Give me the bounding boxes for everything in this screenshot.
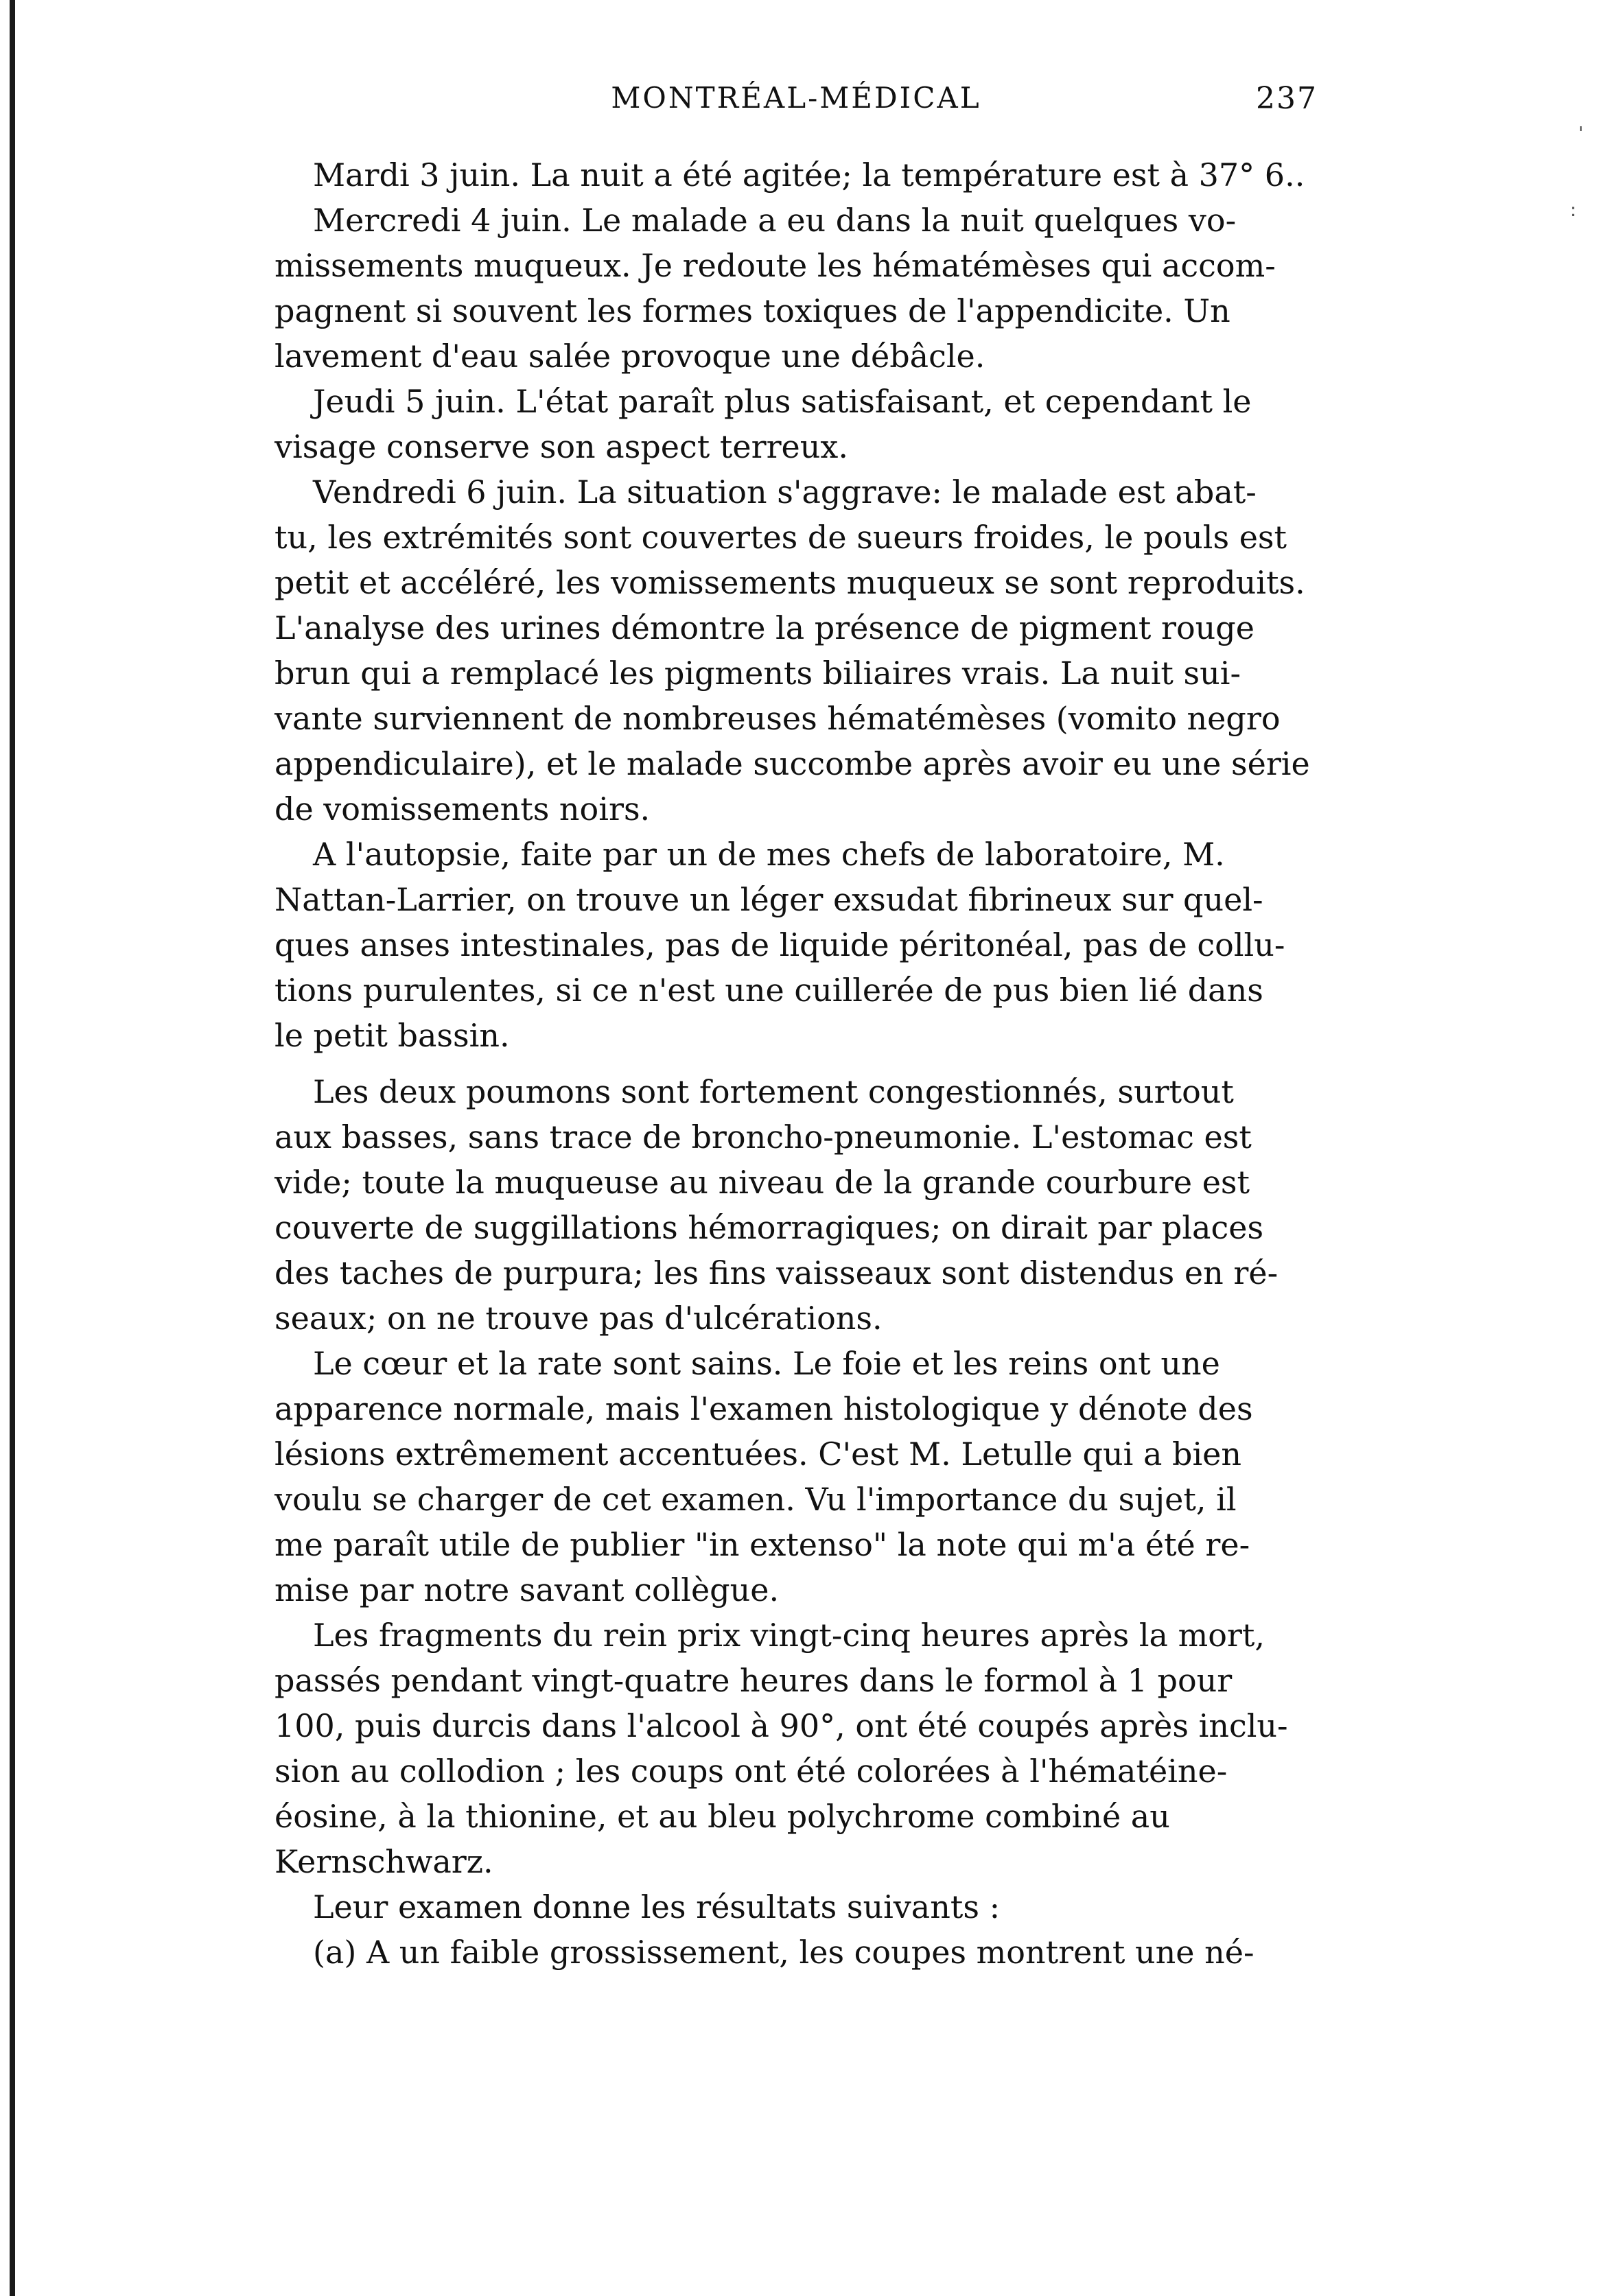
body-text — [275, 152, 1318, 1975]
page-number: 237 — [1256, 81, 1318, 116]
text-line: appendiculaire), et le malade succombe après avoir eu une série — [275, 745, 1310, 782]
text-line: visage conserve son aspect terreux. — [275, 428, 848, 465]
text-line: vante surviennent de nombreuses hématémèses (vomito negro — [275, 700, 1281, 737]
text-line: Jeudi 5 juin. L'état paraît plus satisfaisant, et cependant le — [313, 383, 1252, 420]
margin-mark: : — [1570, 200, 1576, 221]
text-line: Leur examen donne les résultats suivants : — [313, 1888, 1001, 1925]
text-line: des taches de purpura; les fins vaisseaux sont distendus en ré- — [275, 1254, 1279, 1291]
text-line: Kernschwarz. — [275, 1843, 493, 1880]
text-line: mise par notre savant collègue. — [275, 1571, 780, 1608]
text-line: Les fragments du rein prix vingt-cinq heures après la mort, — [313, 1617, 1265, 1654]
text-line: le petit bassin. — [275, 1017, 510, 1054]
text-line: lésions extrêmement accentuées. C'est M. Letulle qui a bien — [275, 1436, 1242, 1473]
page-binding-edge — [10, 0, 15, 2296]
text-line: ques anses intestinales, pas de liquide péritonéal, pas de collu- — [275, 926, 1285, 963]
text-line: Le cœur et la rate sont sains. Le foie et les reins ont une — [313, 1345, 1220, 1382]
text-line: A l'autopsie, faite par un de mes chefs de laboratoire, M. — [313, 836, 1225, 873]
text-line: vide; toute la muqueuse au niveau de la grande courbure est — [275, 1164, 1250, 1201]
text-line: Les deux poumons sont fortement congestionnés, surtout — [313, 1073, 1234, 1110]
text-line: pagnent si souvent les formes toxiques de l'appendicite. Un — [275, 292, 1230, 329]
text-line: tu, les extrémités sont couvertes de sueurs froides, le pouls est — [275, 519, 1287, 556]
text-line: brun qui a remplacé les pigments biliaires vrais. La nuit sui- — [275, 655, 1241, 692]
running-head: MONTRÉAL-MÉDICAL — [611, 81, 981, 115]
text-line: lavement d'eau salée provoque une débâcle. — [275, 338, 985, 375]
text-line: Mercredi 4 juin. Le malade a eu dans la nuit quelques vo- — [313, 202, 1237, 239]
text-line: sion au collodion ; les coups ont été colorées à l'hématéine- — [275, 1753, 1228, 1790]
text-line: passés pendant vingt-quatre heures dans le formol à 1 pour — [275, 1662, 1233, 1699]
text-line: couverte de suggillations hémorragiques; on dirait par places — [275, 1209, 1264, 1246]
text-line: apparence normale, mais l'examen histologique y dénote des — [275, 1390, 1253, 1427]
text-line: éosine, à la thionine, et au bleu polychrome combiné au — [275, 1798, 1170, 1835]
text-line: seaux; on ne trouve pas d'ulcérations. — [275, 1300, 883, 1337]
text-line: voulu se charger de cet examen. Vu l'importance du sujet, il — [275, 1481, 1237, 1518]
text-line: L'analyse des urines démontre la présence de pigment rouge — [275, 609, 1254, 646]
text-line: Vendredi 6 juin. La situation s'aggrave: le malade est abat- — [313, 473, 1257, 511]
text-line: Nattan-Larrier, on trouve un léger exsudat fibrineux sur quel- — [275, 881, 1263, 918]
margin-mark: ' — [1578, 124, 1584, 144]
text-line: (a) A un faible grossissement, les coupes montrent une né- — [313, 1934, 1254, 1971]
text-line: 100, puis durcis dans l'alcool à 90°, ont été coupés après inclu- — [275, 1707, 1288, 1744]
text-line: missements muqueux. Je redoute les hématémèses qui accom- — [275, 247, 1276, 284]
text-line: me paraît utile de publier "in extenso" la note qui m'a été re- — [275, 1526, 1250, 1563]
text-line: tions purulentes, si ce n'est une cuillerée de pus bien lié dans — [275, 972, 1263, 1009]
page-header — [275, 81, 1318, 129]
text-line: petit et accéléré, les vomissements muqueux se sont reproduits. — [275, 564, 1305, 601]
text-line: Mardi 3 juin. La nuit a été agitée; la température est à 37° 6.. — [313, 156, 1305, 194]
text-line: de vomissements noirs. — [275, 790, 651, 828]
text-line: aux basses, sans trace de broncho-pneumonie. L'estomac est — [275, 1118, 1252, 1156]
